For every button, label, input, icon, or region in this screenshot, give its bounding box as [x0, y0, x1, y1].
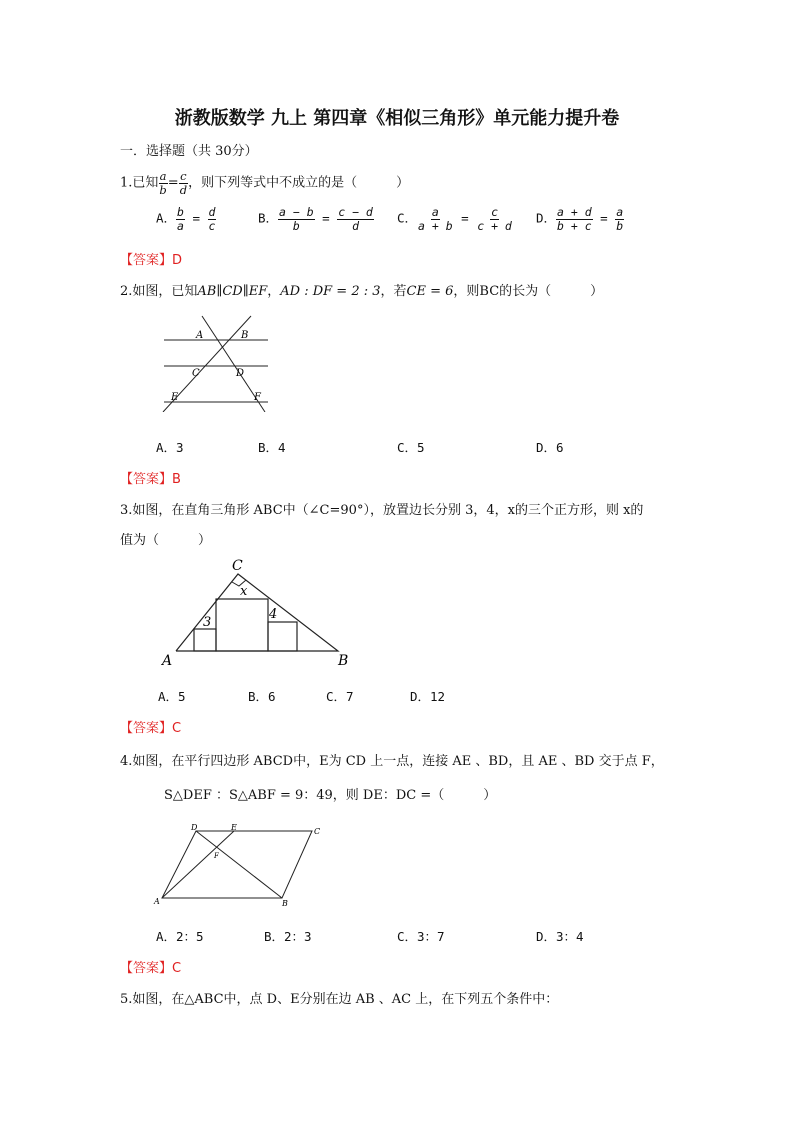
label-x: x	[240, 584, 248, 599]
parallelogram-abcd	[162, 831, 312, 898]
label-a: A	[154, 897, 160, 906]
square-3	[194, 629, 216, 651]
segment-bd	[196, 831, 282, 898]
label-b: B	[338, 653, 349, 668]
q3-answer: 【答案】C	[120, 721, 182, 736]
page-title: 浙教版数学 九上 第四章《相似三角形》单元能力提升卷	[174, 108, 620, 129]
section-heading: 一．选择题（共 30分）	[120, 144, 258, 159]
q3-option-c: C．7	[326, 689, 354, 704]
q3-option-a: A．5	[158, 689, 186, 704]
q4-option-c: C．3：7	[397, 929, 445, 944]
q4-option-d: D．3：4	[536, 929, 584, 944]
label-e: E	[231, 823, 237, 832]
q2-option-b: B．4	[258, 440, 286, 455]
q4-option-b: B．2：3	[264, 929, 312, 944]
question-3-stem-line2: 值为（ ）	[120, 533, 212, 548]
label-a: A	[162, 653, 173, 668]
label-4: 4	[269, 607, 278, 622]
q1-option-a: A． $\frac{b}{a}$ = $\frac{d}{c}$	[156, 205, 216, 233]
q2-option-c: C．5	[397, 440, 425, 455]
q2-option-d: D．6	[536, 440, 564, 455]
question-3-stem-line1: 3.如图，在直角三角形 ABC中（∠C=90°），放置边长分别 3，4，x的三个正方形，则 x的	[120, 503, 644, 518]
label-c: C	[192, 368, 200, 379]
question-4-stem-line1: 4.如图，在平行四边形 ABCD中，E为 CD 上一点，连接 AE 、BD，且 AE 、BD 交于点 F，	[120, 754, 664, 769]
question-2-stem: 2.如图，已知AB∥CD∥EF，AD : DF = 2 : 3，若CE = 6，则BC的长为（ ）	[120, 284, 604, 299]
q1-option-c: C． $\frac{a}{a + b}$ = $\frac{c}{c + d}$	[397, 205, 512, 233]
label-a: A	[196, 330, 204, 341]
q1-fraction-c-d: $\frac{c}{d}$	[179, 169, 188, 197]
q3-figure	[158, 556, 358, 668]
label-b: B	[282, 899, 288, 908]
question-4-stem-line2: S△DEF ：S△ABF = 9：49，则 DE：DC =（ ）	[164, 788, 497, 803]
label-3: 3	[203, 615, 212, 630]
q2-option-a: A．3	[156, 440, 184, 455]
question-1-stem: 1.已知 $\frac{a}{b}$ = $\frac{c}{d}$ ，则下列等式中不成立的是（ ）	[120, 169, 410, 197]
question-5-stem-line1: 5.如图，在△ABC中，点 D、E分别在边 AB 、AC 上，在下列五个条件中：	[120, 992, 559, 1007]
q1-option-d: D． $\frac{a + d}{b + c}$ = $\frac{a}{b}$	[536, 205, 624, 233]
q2-answer: 【答案】B	[120, 472, 181, 487]
label-d: D	[191, 823, 198, 832]
square-4	[268, 622, 297, 651]
triangle-abc	[176, 574, 338, 651]
square-x	[216, 599, 268, 651]
q1-stem-text: ，则下列等式中不成立的是（ ）	[188, 175, 410, 191]
q4-answer: 【答案】C	[120, 961, 182, 976]
q1-fraction-a-b: $\frac{a}{b}$	[159, 169, 167, 197]
label-f: F	[214, 852, 219, 860]
label-f: F	[254, 392, 261, 403]
q3-option-d: D．12	[410, 689, 446, 704]
q4-option-a: A．2：5	[156, 929, 204, 944]
segment-ae	[162, 831, 234, 898]
q1-answer: 【答案】D	[120, 253, 183, 268]
label-b: B	[241, 330, 249, 341]
q1-option-b: B． $\frac{a - b}{b}$ = $\frac{c - d}{d}$	[258, 205, 373, 233]
label-c: C	[232, 558, 243, 574]
q1-prefix: 1.已知	[120, 175, 159, 191]
q2-figure	[150, 312, 290, 412]
q4-figure	[150, 822, 340, 908]
label-d: D	[236, 368, 245, 379]
q3-option-b: B．6	[248, 689, 276, 704]
label-c: C	[314, 827, 321, 836]
label-e: E	[171, 392, 179, 403]
